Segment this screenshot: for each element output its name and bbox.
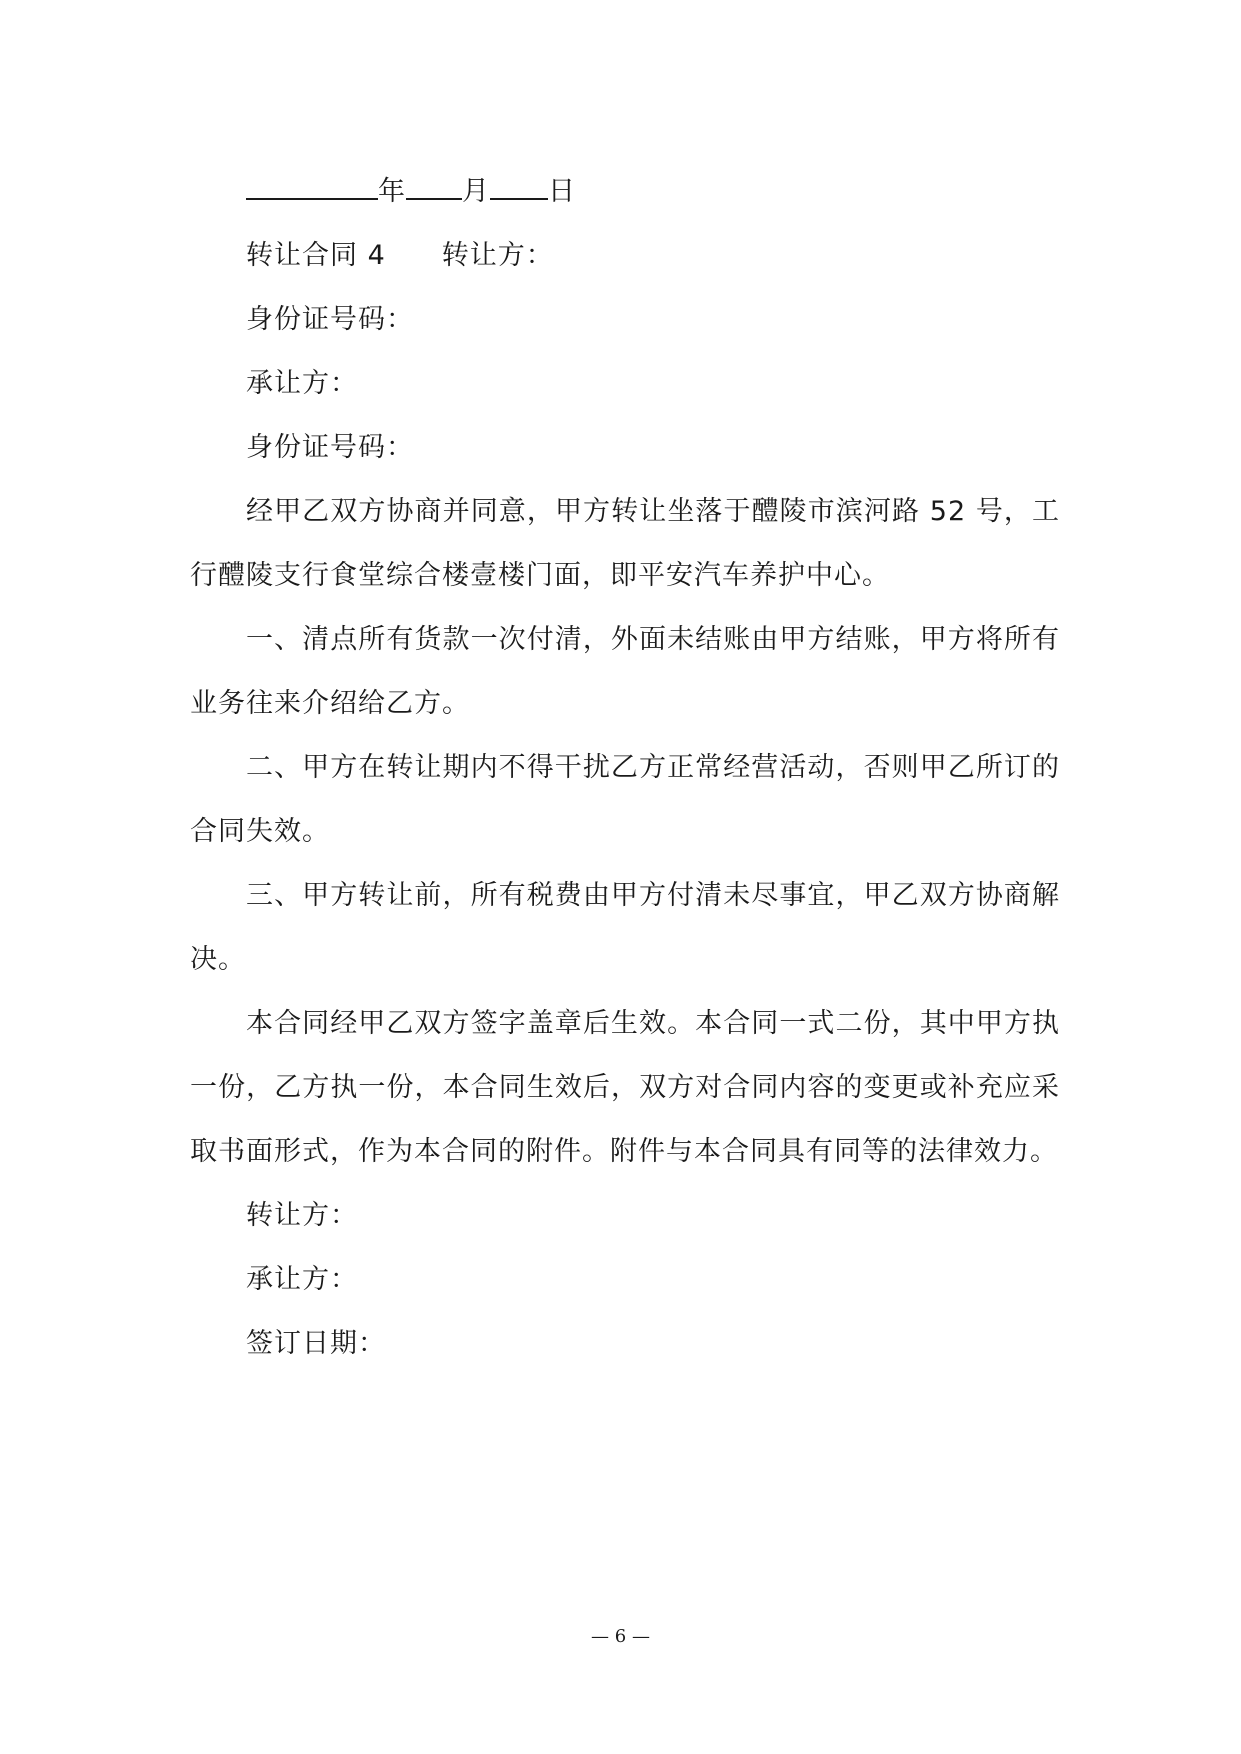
month-blank [406, 170, 462, 200]
effect-paragraph: 本合同经甲乙双方签字盖章后生效。本合同一式二份，其中甲方执一份，乙方执一份，本合同生效后，双方对合同内容的变更或补充应采取书面形式，作为本合同的附件。附件与本合同具有同等的法律效力。 [190, 1008, 1060, 1167]
transferor-label: 转让方： [441, 240, 554, 271]
contract-header-line [190, 224, 1060, 288]
document-body [190, 160, 1060, 1376]
id-number-field-1: 身份证号码： [246, 304, 414, 335]
page-number: — 6 — [591, 1626, 650, 1647]
intro-paragraph: 经甲乙双方协商并同意，甲方转让坐落于醴陵市滨河路 52 号，工行醴陵支行食堂综合楼壹楼门面，即平安汽车养护中心。 [190, 496, 1060, 591]
date-line [190, 160, 1060, 224]
clause-1-paragraph: 一、清点所有货款一次付清，外面未结账由甲方结账，甲方将所有业务往来介绍给乙方。 [190, 624, 1060, 719]
day-blank [490, 170, 548, 200]
day-label: 日 [548, 176, 576, 207]
signature-transferor: 转让方： [246, 1200, 358, 1231]
year-label: 年 [378, 176, 406, 207]
year-blank [246, 170, 378, 200]
clause-2-paragraph: 二、甲方在转让期内不得干扰乙方正常经营活动，否则甲乙所订的合同失效。 [190, 752, 1060, 847]
contract-title: 转让合同 4 [246, 240, 386, 271]
signature-transferee: 承让方： [246, 1264, 358, 1295]
id-number-field-2: 身份证号码： [246, 432, 414, 463]
clause-3-paragraph: 三、甲方转让前，所有税费由甲方付清未尽事宜，甲乙双方协商解决。 [190, 880, 1060, 975]
signature-date: 签订日期： [246, 1328, 386, 1359]
transferee-field: 承让方： [246, 368, 358, 399]
month-label: 月 [462, 176, 490, 207]
